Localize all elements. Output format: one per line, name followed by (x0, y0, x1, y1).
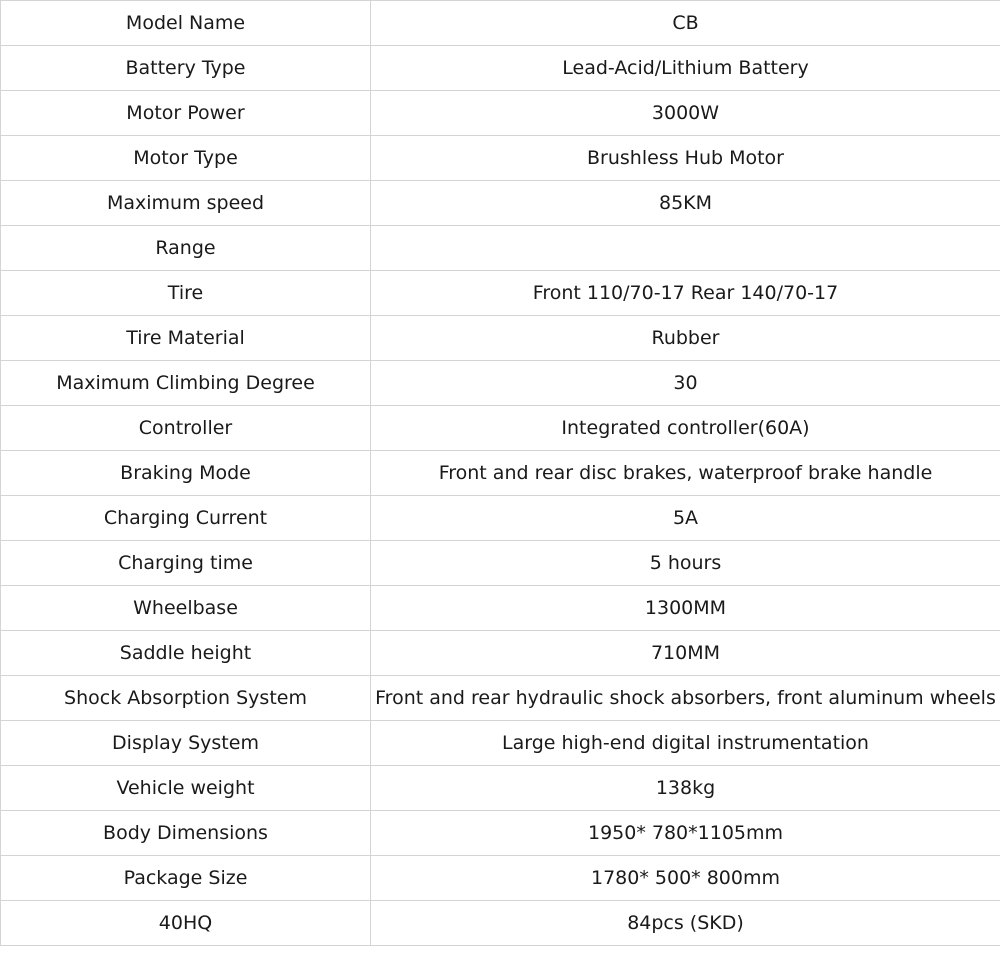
spec-value: Front and rear hydraulic shock absorbers, front aluminum wheels (371, 676, 1000, 721)
spec-value: 84pcs (SKD) (371, 901, 1000, 946)
spec-label: Package Size (1, 856, 371, 901)
spec-label: Body Dimensions (1, 811, 371, 856)
spec-label: Motor Power (1, 91, 371, 136)
table-row (1, 406, 1000, 451)
spec-label: Battery Type (1, 46, 371, 91)
spec-value: 3000W (371, 91, 1000, 136)
table-row (1, 721, 1000, 766)
spec-label: Maximum Climbing Degree (1, 361, 371, 406)
table-row (1, 541, 1000, 586)
spec-label: Model Name (1, 1, 371, 46)
spec-label: 40HQ (1, 901, 371, 946)
table-row (1, 451, 1000, 496)
spec-value: Front 110/70-17 Rear 140/70-17 (371, 271, 1000, 316)
table-row (1, 901, 1000, 946)
spec-value: Front and rear disc brakes, waterproof brake handle (371, 451, 1000, 496)
spec-label: Maximum speed (1, 181, 371, 226)
table-row (1, 631, 1000, 676)
spec-value: Lead-Acid/Lithium Battery (371, 46, 1000, 91)
spec-label: Wheelbase (1, 586, 371, 631)
spec-label: Braking Mode (1, 451, 371, 496)
table-row (1, 271, 1000, 316)
spec-label: Range (1, 226, 371, 271)
spec-label: Controller (1, 406, 371, 451)
spec-value: Rubber (371, 316, 1000, 361)
table-row (1, 676, 1000, 721)
spec-table-body (1, 1, 1000, 946)
spec-value: 1780* 500* 800mm (371, 856, 1000, 901)
spec-label: Tire Material (1, 316, 371, 361)
spec-value: Large high-end digital instrumentation (371, 721, 1000, 766)
spec-label: Charging Current (1, 496, 371, 541)
table-row (1, 91, 1000, 136)
table-row (1, 496, 1000, 541)
spec-value: 1300MM (371, 586, 1000, 631)
spec-label: Saddle height (1, 631, 371, 676)
spec-value: 138kg (371, 766, 1000, 811)
spec-value: 1950* 780*1105mm (371, 811, 1000, 856)
table-row (1, 316, 1000, 361)
spec-value: 5A (371, 496, 1000, 541)
spec-label: Charging time (1, 541, 371, 586)
table-row (1, 46, 1000, 91)
spec-label: Tire (1, 271, 371, 316)
table-row (1, 856, 1000, 901)
spec-value: CB (371, 1, 1000, 46)
table-row (1, 811, 1000, 856)
spec-label: Shock Absorption System (1, 676, 371, 721)
spec-label: Vehicle weight (1, 766, 371, 811)
table-row (1, 226, 1000, 271)
spec-label: Motor Type (1, 136, 371, 181)
spec-value: 710MM (371, 631, 1000, 676)
table-row (1, 181, 1000, 226)
spec-value: Integrated controller(60A) (371, 406, 1000, 451)
spec-value: 85KM (371, 181, 1000, 226)
spec-label: Display System (1, 721, 371, 766)
spec-value: 30 (371, 361, 1000, 406)
table-row (1, 361, 1000, 406)
spec-value (371, 226, 1000, 271)
spec-value: 5 hours (371, 541, 1000, 586)
spec-value: Brushless Hub Motor (371, 136, 1000, 181)
table-row (1, 586, 1000, 631)
table-row (1, 136, 1000, 181)
table-row (1, 766, 1000, 811)
table-row (1, 1, 1000, 46)
